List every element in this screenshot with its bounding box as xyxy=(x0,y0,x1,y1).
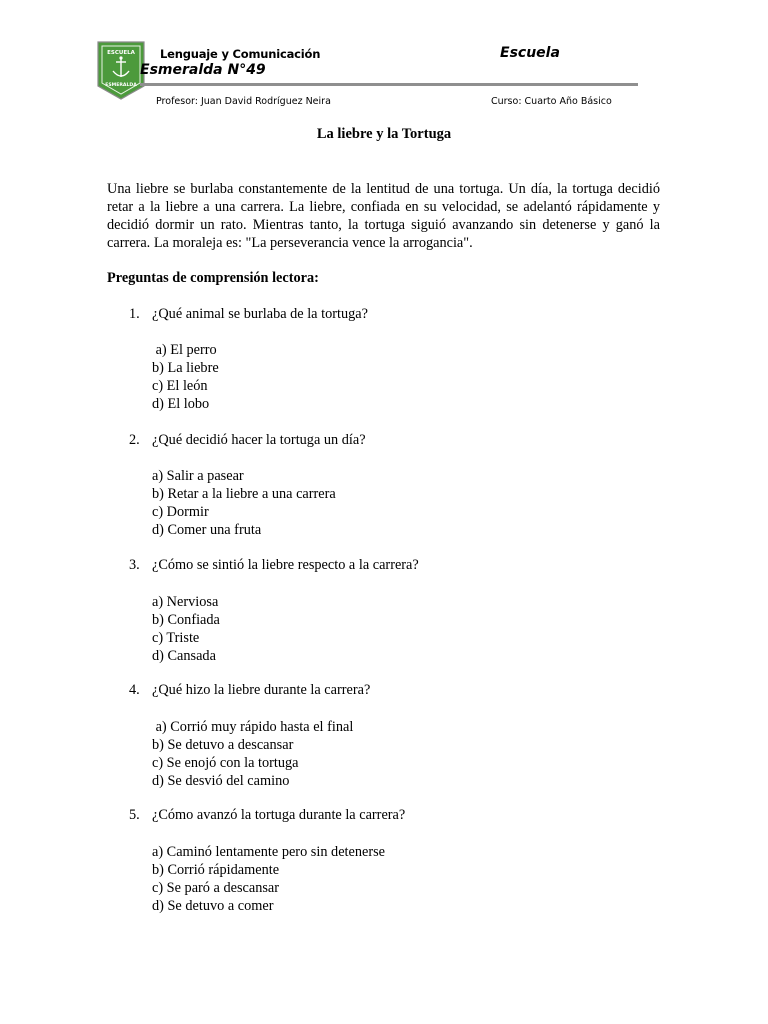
option-d: d) Se detuvo a comer xyxy=(152,898,274,914)
option-b: b) Confiada xyxy=(152,612,220,628)
question-3-options xyxy=(152,593,220,665)
question-text: ¿Cómo se sintió la liebre respecto a la carrera? xyxy=(152,557,419,573)
question-number: 5. xyxy=(129,807,140,823)
teacher-label: Profesor: Juan David Rodríguez Neira xyxy=(156,96,331,107)
svg-text:ESMERALDA: ESMERALDA xyxy=(105,83,137,88)
school-name-line2: Esmeralda N°49 xyxy=(140,62,266,78)
option-c: c) Se paró a descansar xyxy=(152,880,280,896)
page-title: La liebre y la Tortuga xyxy=(316,126,452,142)
question-number: 2. xyxy=(129,432,140,448)
course-label: Curso: Cuarto Año Básico xyxy=(491,96,612,107)
question-number: 1. xyxy=(129,306,140,322)
question-number: 4. xyxy=(129,682,140,698)
option-b: b) Retar a la liebre a una carrera xyxy=(152,486,336,502)
question-text: ¿Qué decidió hacer la tortuga un día? xyxy=(152,432,366,448)
question-text: ¿Qué hizo la liebre durante la carrera? xyxy=(152,682,371,698)
option-d: d) Se desvió del camino xyxy=(152,773,290,789)
question-text: ¿Qué animal se burlaba de la tortuga? xyxy=(152,306,368,322)
option-d: d) Comer una fruta xyxy=(152,522,262,538)
school-crest-logo xyxy=(97,41,145,100)
question-number: 3. xyxy=(129,557,140,573)
option-a: a) Caminó lentamente pero sin detenerse xyxy=(152,844,386,860)
question-5-options xyxy=(152,843,385,915)
option-a: a) El perro xyxy=(152,342,217,358)
subject-label: Lenguaje y Comunicación xyxy=(160,47,321,61)
school-name-line1: Escuela xyxy=(500,45,560,61)
question-2-options xyxy=(152,467,336,539)
question-4-options xyxy=(152,718,353,790)
option-c: c) Triste xyxy=(152,630,200,646)
option-c: c) El león xyxy=(152,378,208,394)
option-a: a) Corrió muy rápido hasta el final xyxy=(152,719,354,735)
option-b: b) La liebre xyxy=(152,360,219,376)
option-a: a) Salir a pasear xyxy=(152,468,244,484)
option-b: b) Corrió rápidamente xyxy=(152,862,280,878)
option-d: d) Cansada xyxy=(152,648,216,664)
question-text: ¿Cómo avanzó la tortuga durante la carrera? xyxy=(152,807,406,823)
option-c: c) Dormir xyxy=(152,504,209,520)
option-a: a) Nerviosa xyxy=(152,594,219,610)
svg-text:ESCUELA: ESCUELA xyxy=(107,50,135,56)
option-c: c) Se enojó con la tortuga xyxy=(152,755,299,771)
questions-heading: Preguntas de comprensión lectora: xyxy=(107,270,319,286)
header-divider xyxy=(140,83,638,86)
option-b: b) Se detuvo a descansar xyxy=(152,737,294,753)
question-1-options xyxy=(152,341,219,413)
option-d: d) El lobo xyxy=(152,396,210,412)
story-paragraph: Una liebre se burlaba constantemente de la lentitud de una tortuga. Un día, la tortuga decidió retar a la liebre a una carrera. La liebre, confiada en su velocidad, se adelantó rápidamente y decidió dormir un rato. Mientras tanto, la tortuga siguió avanzando sin detenerse y ganó la carrera. La moraleja es: "La perseverancia vence la arrogancia". xyxy=(107,181,660,251)
